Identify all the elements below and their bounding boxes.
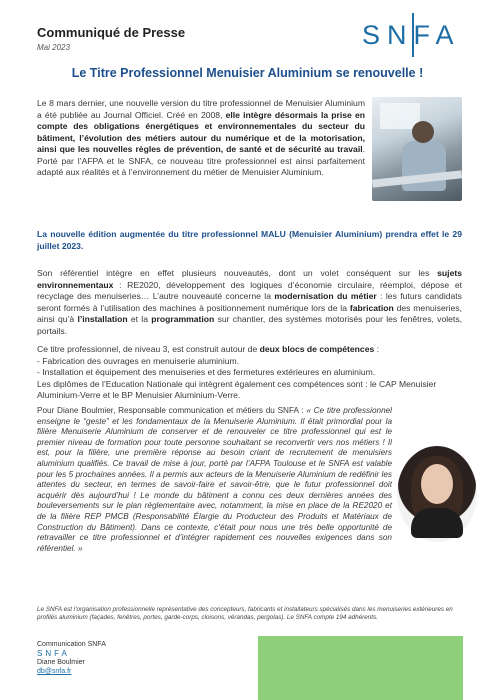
skills-diplomas: Les diplômes de l’Education Nationale qui intègrent également ces compétences sont : le CAP Menuisier Aluminium-Verre et le BP Menuisier Aluminium-Verre. [37, 378, 437, 400]
skills-text-a: Ce titre professionnel, de niveau 3, est construit autour de [37, 344, 260, 354]
page-title: Le Titre Professionnel Menuisier Aluminium se renouvelle ! [71, 66, 424, 80]
intro-text-c: . Porté par l’AFPA et le SNFA, ce nouveau titre professionnel est ainsi parfaitement adapté aux réalités et à l’environnement du métier de Menuisier Aluminium. [37, 144, 365, 177]
snfa-logo: SNFA [362, 20, 461, 50]
quote-intro: Pour Diane Boulmier, Responsable communication et métiers du SNFA : [37, 406, 307, 415]
intro-text-a: Le 8 mars dernier, une nouvelle version du titre professionnel de Menuisier Aluminium a été publiée au Journal Officiel. Créé en 2008, [37, 98, 365, 120]
quote-paragraph [37, 406, 392, 554]
features-bold-install: l’installation [77, 314, 128, 324]
worker-photo [372, 97, 462, 201]
skills-paragraph [37, 344, 462, 402]
intro-text-bold: elle intègre désormais la prise en compte des obligations énergétiques et environnementales du secteur du bâtiment, l’évolution des métiers autour du numérique et de la motorisation, ainsi que les nouvelles règles de prévention, de santé et de sécurité au travail [37, 109, 365, 154]
portrait-photo [397, 446, 477, 542]
features-text-k: sur chantier, des systèmes motorisés pour les fenêtres, volets, portails. [37, 314, 463, 336]
features-bold-env: sujets environnementaux [37, 268, 462, 290]
features-text-i: et la [127, 314, 152, 324]
contact-block [37, 640, 106, 676]
features-text-e: : les futurs candidats seront formés à l’utilisation des machines à positionnement numérique lors de la [37, 291, 462, 313]
skills-item-2: - Installation et équipement des menuiseries et des fermetures extérieures en aluminium. [37, 367, 376, 377]
features-text-c: : RE2020, développement des logiques d’économie circulaire, réemploi, dépose et recyclage des menuiseries… L’autre nouveauté concerne la [37, 279, 462, 301]
features-text-a: Son référentiel intègre en effet plusieurs nouveautés, dont un volet conséquent sur les [37, 268, 438, 278]
features-paragraph [37, 268, 462, 337]
features-bold-fab: fabrication [349, 302, 394, 313]
highlight-paragraph: La nouvelle édition augmentée du titre professionnel MALU (Menuisier Aluminium) prendra effet le 29 juillet 2023. [37, 229, 462, 251]
release-date: Mai 2023 [37, 43, 70, 52]
contact-email-link[interactable]: db@snfa.fr [37, 668, 72, 675]
quote-text: « Ce titre professionnel enseigne le “geste” et les fondamentaux de la Menuiserie Aluminium. Il était primordial pour la filière Menuiserie Aluminium de conserver et de renouveler ce titre professionnel qui est le premier niveau de formation pour toute personne souhaitant se reconvertir vers nos métiers ! Il est, pour la filière, une première réponse au besoin criant de recrutement de menuisiers aluminium qualifiés. Ce travail de mise à jour, porté par l’AFPA Toulouse et le SNFA est valable pour les 5 prochaines années. Il a permis aux acteurs de la Menuiserie Aluminium de redéfinir les attentes du secteur, en termes de savoir-faire et savoir-être, que le futur professionnel doit acquérir dès aujourd’hui ! Le monde du bâtiment a connu ces deux dernières années des bouleversements sur le plan réglementaire avec, notamment, la mise en place de la RE2020 et de la filière REP PMCB (Responsabilité Élargie du Producteur des Produits et Matériaux de Construction du Bâtiment). Dans ce contexte, c’était pour nous une très belle opportunité de retravailler ce titre professionnel et d’intégrer rapidement ces nouvelles exigences dans son référentiel. » [37, 406, 392, 553]
intro-paragraph [37, 98, 365, 179]
features-bold-prog: programmation [151, 314, 215, 324]
contact-logo: SNFA [37, 649, 70, 658]
skills-bold: deux blocs de compétences [259, 344, 375, 354]
press-release-label: Communiqué de Presse [37, 25, 186, 40]
green-banner [258, 636, 463, 700]
features-text-g: des menuiseries, ainsi qu’à [37, 302, 462, 324]
contact-heading: Communication SNFA [37, 641, 106, 648]
snfa-description: Le SNFA est l’organisation professionnelle représentative des concepteurs, fabricants et installateurs spécialisés dans les menuiseries extérieures en profilés aluminium (façades, fenêtres, portes, garde-corps, cloisons, vérandas, pergolas). Le SNFA compte 194 adhérents. [37, 606, 453, 621]
skills-text-c: : [374, 344, 380, 354]
skills-item-1: - Fabrication des ouvrages en menuiserie aluminium. [37, 355, 240, 366]
contact-name: Diane Boulmier [37, 659, 85, 666]
features-bold-modern: modernisation du métier [274, 291, 377, 301]
